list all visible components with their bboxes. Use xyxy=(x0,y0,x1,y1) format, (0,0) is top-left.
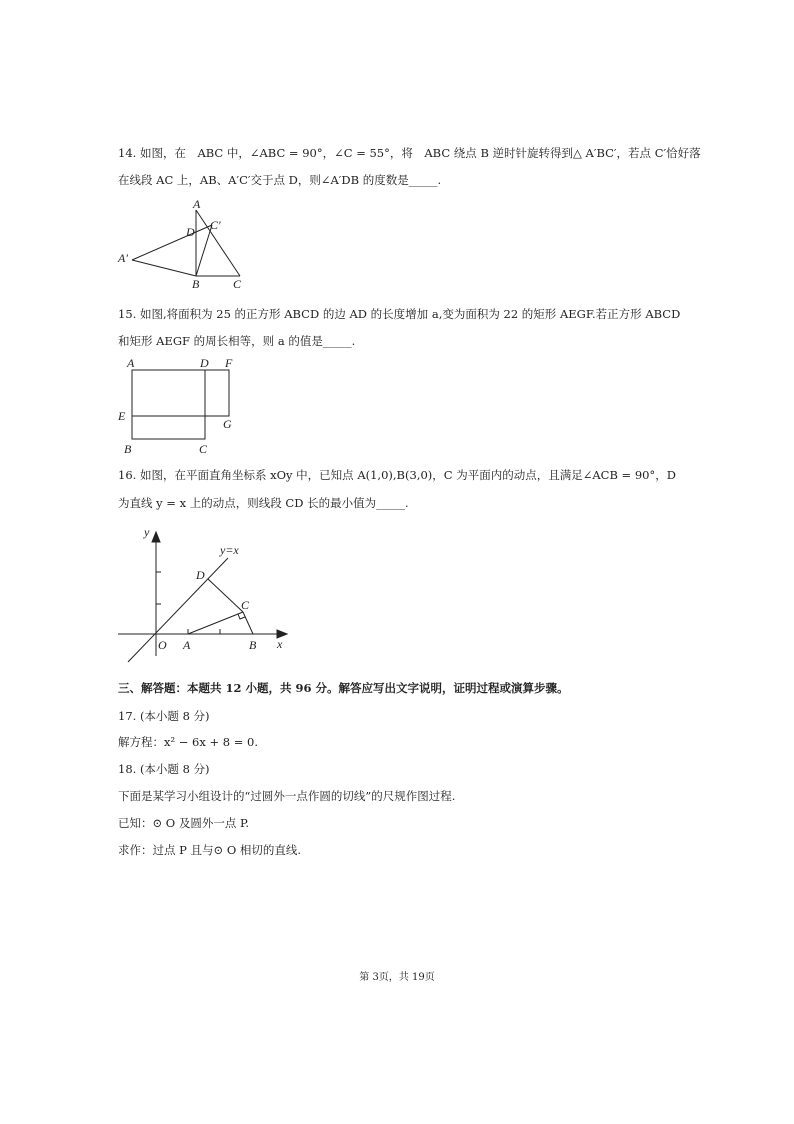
q16-line2: 为直线 y = x 上的动点，则线段 CD 长的最小值为_____. xyxy=(118,496,409,510)
q16-line1: 16. 如图，在平面直角坐标系 xOy 中，已知点 A(1,0),B(3,0)，C 为平面内的动点，且满足∠ACB = 90°，D xyxy=(118,468,676,482)
q17-text: 解方程：x² − 6x + 8 = 0. xyxy=(118,735,259,749)
q15-line1: 15. 如图,将面积为 25 的正方形 ABCD 的边 AD 的长度增加 a,变为面积为 22 的矩形 AEGF.若正方形 ABCD xyxy=(118,307,681,321)
label-A-prime: A′ xyxy=(118,251,128,265)
q14-line2: 在线段 AC 上，AB、A′C′交于点 D，则∠A′DB 的度数是_____. xyxy=(118,173,442,187)
q14-line1: 14. 如图，在 ABC 中，∠ABC = 90°，∠C = 55°，将 ABC 绕点 B 逆时针旋转得到△ A′BC′，若点 C′恰好落 xyxy=(118,146,701,160)
label-A: A xyxy=(193,197,201,211)
label-y-equals-x: y=x xyxy=(220,543,239,557)
figure-16 xyxy=(112,518,302,658)
label-D: D xyxy=(186,225,195,239)
q18-header: 18. (本小题 8 分) xyxy=(118,762,210,776)
label-G: G xyxy=(223,417,232,431)
section-3-heading: 三、解答题：本题共 12 小题，共 96 分。解答应写出文字说明，证明过程或演算步骤。 xyxy=(118,681,569,695)
label-y: y xyxy=(144,525,150,539)
q18-text-2: 已知：⊙ O 及圆外一点 P. xyxy=(118,816,250,830)
label-A: A xyxy=(183,638,191,652)
label-F: F xyxy=(225,356,233,370)
label-C: C xyxy=(233,277,242,291)
figure-15 xyxy=(112,354,242,458)
label-B: B xyxy=(249,638,257,652)
q15-line2: 和矩形 AEGF 的周长相等，则 a 的值是_____. xyxy=(118,334,356,348)
label-C: C xyxy=(241,598,250,612)
q17-header: 17. (本小题 8 分) xyxy=(118,709,210,723)
label-A: A xyxy=(127,356,135,370)
label-D: D xyxy=(200,356,209,370)
label-B: B xyxy=(124,442,132,456)
q18-text-1: 下面是某学习小组设计的“过圆外一点作圆的切线”的尺规作图过程. xyxy=(118,789,456,803)
label-E: E xyxy=(118,409,126,423)
page-footer: 第 3页，共 19页 xyxy=(359,972,435,983)
figure-14 xyxy=(112,198,252,290)
label-C: C xyxy=(199,442,208,456)
label-x: x xyxy=(277,637,283,651)
label-O: O xyxy=(158,638,167,652)
label-B: B xyxy=(192,277,200,291)
q18-text-3: 求作：过点 P 且与⊙ O 相切的直线. xyxy=(118,843,302,857)
label-D: D xyxy=(196,568,205,582)
label-C-prime: C′ xyxy=(210,218,221,232)
